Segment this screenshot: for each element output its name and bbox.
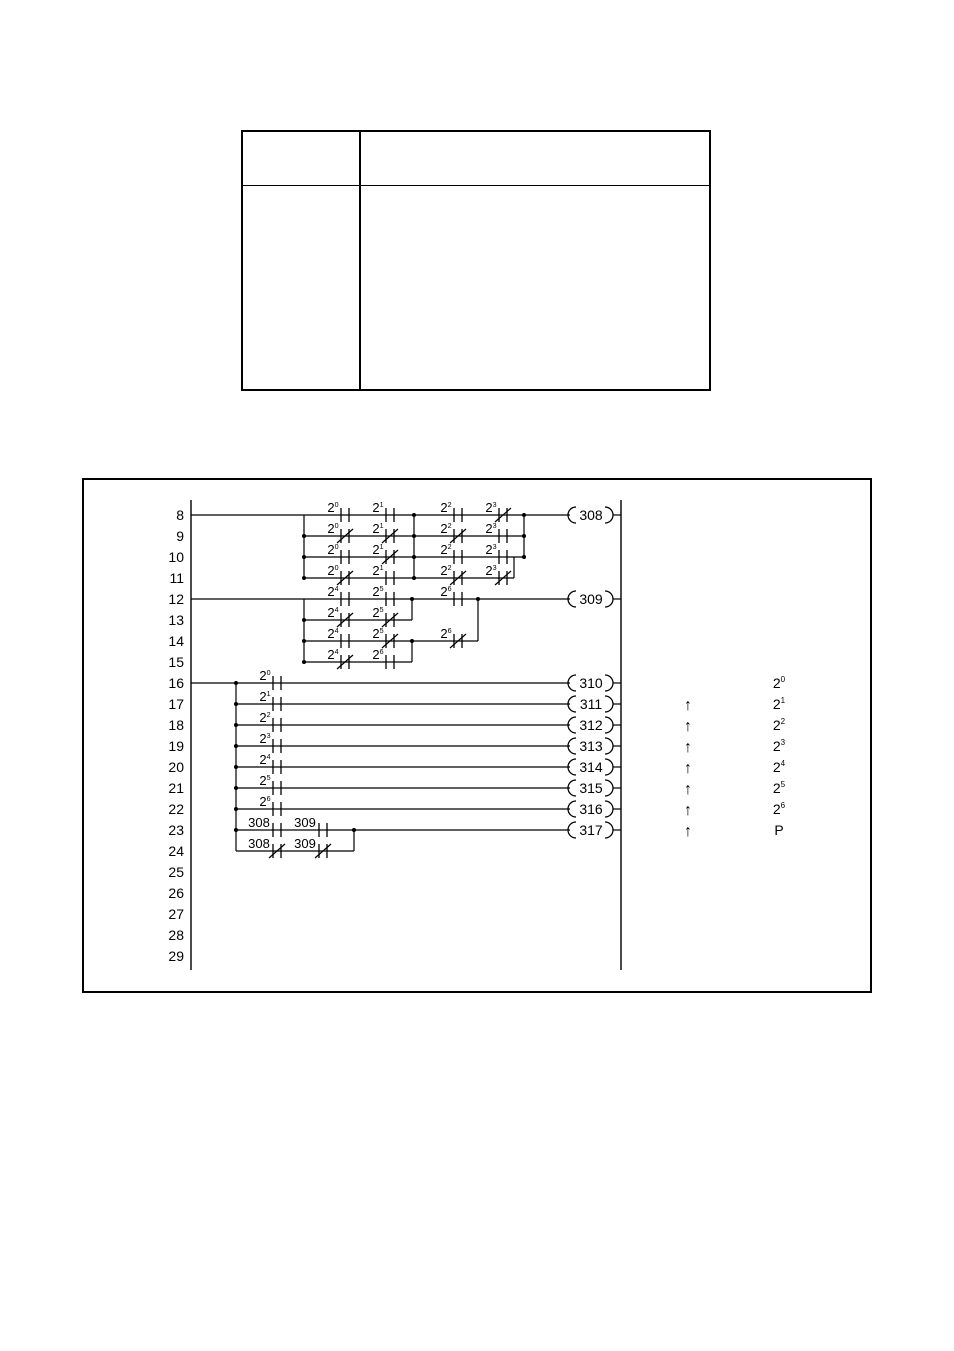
row-number: 18	[168, 717, 184, 733]
coil-label: 308	[579, 507, 603, 523]
contact-label: $2^1$	[372, 521, 384, 536]
junction-dot	[302, 534, 306, 538]
row-number: 14	[168, 633, 184, 649]
junction-dot	[352, 828, 356, 832]
row-number: 12	[168, 591, 184, 607]
coil-arc-right	[605, 591, 613, 607]
row-number: 28	[168, 927, 184, 943]
coil-arc-right	[605, 738, 613, 754]
coil-arc-right	[605, 696, 613, 712]
contact-label: $2^6$	[372, 647, 384, 662]
contact-label: $2^1$	[372, 500, 384, 515]
coil-label: 309	[579, 591, 603, 607]
bit-weight-label: $2^1$	[772, 696, 786, 712]
coil-label: 316	[579, 801, 603, 817]
up-arrow-icon: ↑	[684, 739, 692, 756]
output-coil	[568, 717, 621, 733]
row-number: 20	[168, 759, 184, 775]
contact-label: $2^3$	[485, 521, 497, 536]
coil-arc-right	[605, 507, 613, 523]
coil-label: 310	[579, 675, 603, 691]
row-number-column	[168, 507, 184, 964]
row-number: 9	[176, 528, 184, 544]
coil-label: 312	[579, 717, 603, 733]
contact-label: $2^2$	[440, 563, 452, 578]
row-number: 22	[168, 801, 184, 817]
row-number: 29	[168, 948, 184, 964]
output-coil	[568, 738, 621, 754]
contact-label: $2^5$	[372, 626, 384, 641]
up-arrow-icon: ↑	[684, 802, 692, 819]
contact-label: $2^2$	[259, 710, 271, 725]
contact-label: 308	[248, 836, 270, 851]
contact-label: $2^4$	[327, 626, 339, 641]
coil-arc-right	[605, 780, 613, 796]
junction-dot	[412, 513, 416, 517]
junction-dot	[302, 576, 306, 580]
output-coil	[568, 822, 621, 838]
contact-label: $2^6$	[259, 794, 271, 809]
row-number: 25	[168, 864, 184, 880]
contact-label: $2^3$	[259, 731, 271, 746]
contact-label: $2^0$	[259, 668, 271, 683]
contact-label: $2^3$	[485, 542, 497, 557]
bit-weight-label: $2^0$	[772, 675, 786, 691]
contact-label: $2^4$	[327, 605, 339, 620]
contact-label: $2^0$	[327, 542, 339, 557]
output-coil	[568, 801, 621, 817]
contact-label: 308	[248, 815, 270, 830]
coil-label: 317	[579, 822, 603, 838]
row-number: 16	[168, 675, 184, 691]
junction-dot	[412, 534, 416, 538]
contact-label: $2^5$	[372, 605, 384, 620]
coil-label: 315	[579, 780, 603, 796]
contact-label: $2^1$	[259, 689, 271, 704]
bit-weight-label: $2^2$	[772, 717, 786, 733]
coil-label: 313	[579, 738, 603, 754]
row-number: 26	[168, 885, 184, 901]
junction-dot	[302, 555, 306, 559]
bit-weight-label: $2^6$	[772, 801, 786, 817]
contact-label: $2^3$	[485, 563, 497, 578]
coil-arc-right	[605, 801, 613, 817]
ladder-wiring	[191, 500, 621, 970]
output-coil	[568, 696, 621, 712]
junction-dot	[412, 576, 416, 580]
up-arrow-icon: ↑	[684, 760, 692, 777]
contact-label: $2^4$	[327, 584, 339, 599]
row-number: 8	[176, 507, 184, 523]
contact-label: $2^5$	[259, 773, 271, 788]
output-coil	[568, 780, 621, 796]
contact-label: $2^6$	[440, 584, 452, 599]
junction-dot	[522, 555, 526, 559]
ladder-coils	[568, 507, 621, 838]
bit-weight-label: $2^3$	[772, 738, 786, 754]
bit-weight-label: P	[774, 822, 784, 838]
coil-arc-right	[605, 675, 613, 691]
contact-label: $2^1$	[372, 542, 384, 557]
contact-label: $2^2$	[440, 542, 452, 557]
contact-label: $2^6$	[440, 626, 452, 641]
bit-annotations	[684, 675, 786, 840]
row-number: 11	[169, 570, 184, 586]
row-number: 24	[168, 843, 184, 859]
contact-label: $2^0$	[327, 563, 339, 578]
junction-dot	[522, 534, 526, 538]
up-arrow-icon: ↑	[684, 781, 692, 798]
row-number: 19	[168, 738, 184, 754]
contact-label: $2^4$	[259, 752, 271, 767]
up-arrow-icon: ↑	[684, 823, 692, 840]
coil-label: 314	[579, 759, 603, 775]
contact-label: $2^5$	[372, 584, 384, 599]
row-number: 10	[168, 549, 184, 565]
coil-arc-right	[605, 759, 613, 775]
output-coil	[568, 759, 621, 775]
coil-arc-right	[605, 822, 613, 838]
row-number: 13	[168, 612, 184, 628]
row-number: 23	[168, 822, 184, 838]
up-arrow-icon: ↑	[684, 697, 692, 714]
contact-label: $2^2$	[440, 521, 452, 536]
row-number: 27	[168, 906, 184, 922]
bit-weight-label: $2^4$	[772, 759, 786, 775]
bit-weight-label: $2^5$	[772, 780, 786, 796]
contact-label: 309	[294, 815, 316, 830]
contact-label: $2^3$	[485, 500, 497, 515]
coil-arc-right	[605, 717, 613, 733]
row-number: 17	[168, 696, 184, 712]
row-number: 15	[168, 654, 184, 670]
up-arrow-icon: ↑	[684, 718, 692, 735]
junction-dot	[412, 555, 416, 559]
ladder-contacts	[248, 500, 511, 858]
output-coil	[568, 591, 621, 607]
output-coil	[568, 507, 621, 523]
contact-label: $2^0$	[327, 521, 339, 536]
contact-label: $2^0$	[327, 500, 339, 515]
coil-label: 311	[579, 696, 603, 712]
output-coil	[568, 675, 621, 691]
contact-label: 309	[294, 836, 316, 851]
row-number: 21	[168, 780, 184, 796]
contact-label: $2^1$	[372, 563, 384, 578]
contact-label: $2^4$	[327, 647, 339, 662]
contact-label: $2^2$	[440, 500, 452, 515]
